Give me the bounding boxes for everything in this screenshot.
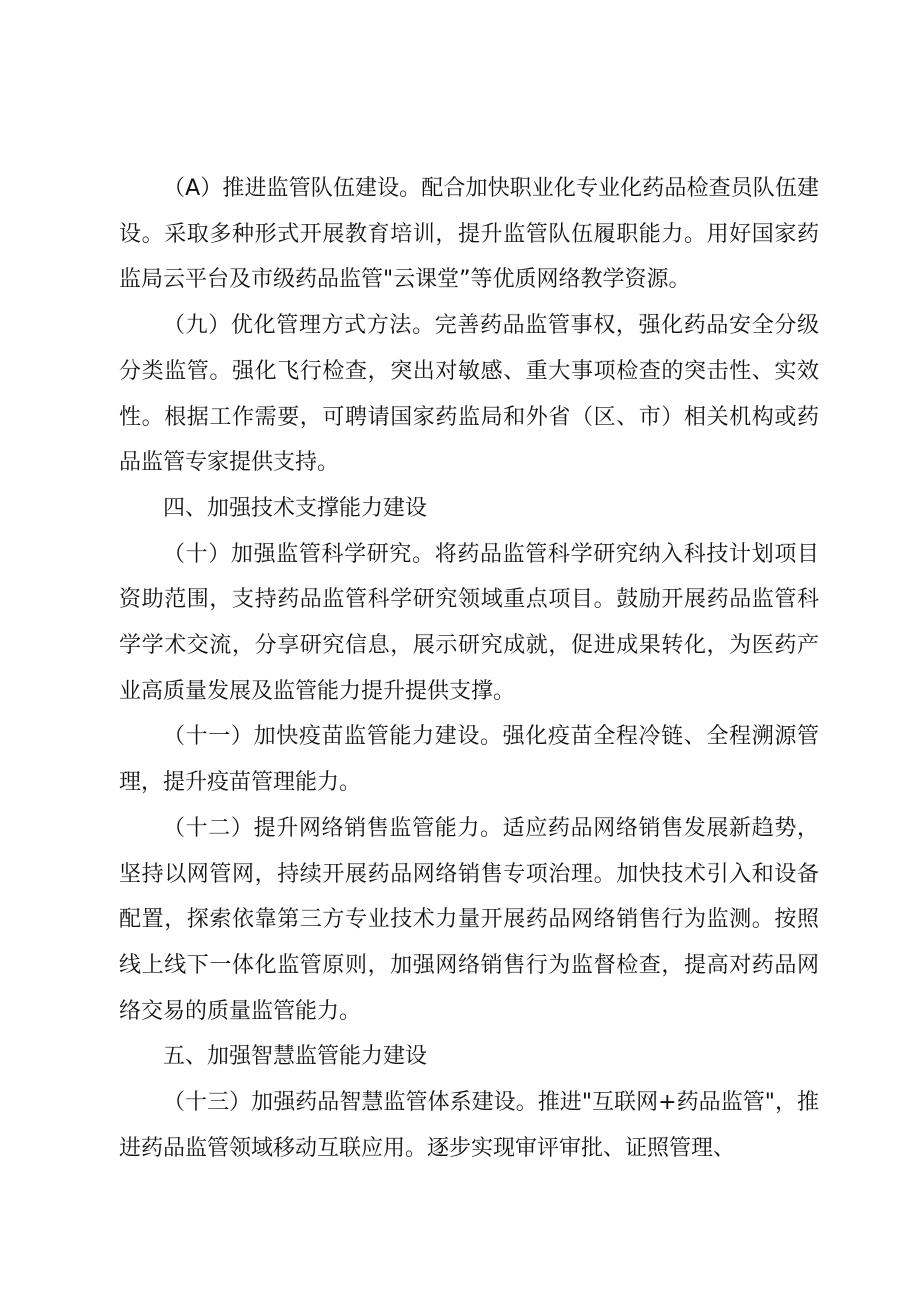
paragraph-management-methods: （九）优化管理方式方法。完善药品监管事权，强化药品安全分级分类监管。强化飞行检查，突出对敏感、重大事项检查的突击性、实效性。根据工作需要，可聘请国家药监局和外省（区、市）相关机构或药品监管专家提供支持。 — [119, 313, 819, 476]
paragraph-vaccine-supervision: （十一）加快疫苗监管能力建设。强化疫苗全程冷链、全程溯源管理，提升疫苗管理能力。 — [119, 724, 819, 796]
paragraph-regulatory-science: （十）加强监管科学研究。将药品监管科学研究纳入科技计划项目资助范围，支持药品监管科学研究领域重点项目。鼓励开展药品监管科学学术交流，分享研究信息，展示研究成就，促进成果转化，为医药产业高质量发展及监管能力提升提供支撑。 — [119, 541, 819, 704]
document-body — [119, 166, 819, 1171]
paragraph-supervision-team: （A）推进监管队伍建设。配合加快职业化专业化药品检查员队伍建设。采取多种形式开展教育培训，提升监管队伍履职能力。用好国家药监局云平台及市级药品监管"云课堂”等优质网络教学资源。 — [119, 176, 819, 293]
paragraph-online-sales: （十二）提升网络销售监管能力。适应药品网络销售发展新趋势，坚持以网管网，持续开展药品网络销售专项治理。加快技术引入和设备配置，探索依靠第三方专业技术力量开展药品网络销售行为监测。按照线上线下一体化监管原则，加强网络销售行为监督检查，提高对药品网络交易的质量监管能力。 — [119, 815, 819, 1024]
section-heading-smart-supervision: 五、加强智慧监管能力建设 — [163, 1044, 428, 1070]
section-heading-technical-support: 四、加强技术支撑能力建设 — [163, 495, 428, 521]
paragraph-smart-system: （十三）加强药品智慧监管体系建设。推进"互联网+药品监管"，推进药品监管领域移动互联应用。逐步实现审评审批、证照管理、 — [119, 1090, 819, 1161]
